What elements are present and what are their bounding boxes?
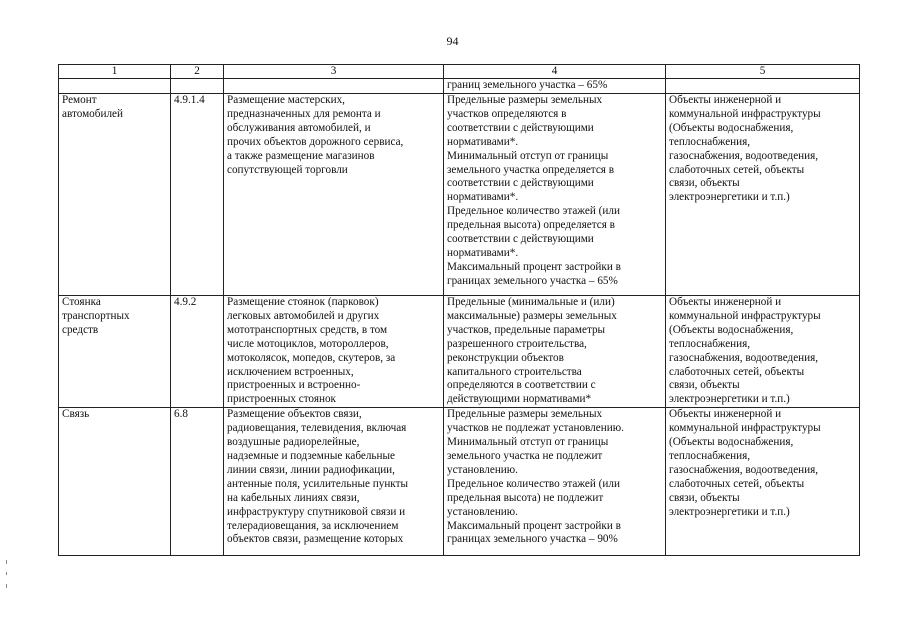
column-number: 1 bbox=[59, 65, 171, 79]
column-number: 5 bbox=[666, 65, 860, 79]
use-code-cell: 4.9.1.4 bbox=[171, 94, 224, 296]
continuation-cell bbox=[59, 79, 171, 94]
parameters-cell: Предельные размеры земельных участков не подлежат установлению. Минимальный отступ от границы земельного участка не подлежит установлению. Предельное количество этажей (или предельная высота) не подлежит установлению. Максимальный процент застройки в границах земельного участка – 90% bbox=[444, 408, 666, 556]
objects-cell: Объекты инженерной и коммунальной инфраструктуры (Объекты водоснабжения, теплоснабжения, газоснабжения, водоотведения, слаботочных сетей, объекты связи, объекты электроэнергетики и т.п.) bbox=[666, 408, 860, 556]
continuation-cell bbox=[666, 79, 860, 94]
use-name-cell: Ремонт автомобилей bbox=[59, 94, 171, 296]
column-number: 4 bbox=[444, 65, 666, 79]
zoning-table bbox=[58, 64, 860, 556]
table-row bbox=[59, 94, 860, 296]
objects-cell: Объекты инженерной и коммунальной инфраструктуры (Объекты водоснабжения, теплоснабжения, газоснабжения, водоотведения, слаботочных сетей, объекты связи, объекты электроэнергетики и т.п.) bbox=[666, 94, 860, 296]
use-name-cell: Стоянка транспортных средств bbox=[59, 296, 171, 408]
table-row bbox=[59, 408, 860, 556]
use-description-cell: Размещение объектов связи, радиовещания, телевидения, включая воздушные радиорелейные, надземные и подземные кабельные линии связи, линии радиофикации, антенные поля, усилительные пункты на кабельных линиях связи, инфраструктуру спутниковой связи и телерадиовещания, за исключением объектов связи, размещение которых bbox=[224, 408, 444, 556]
column-number-header bbox=[59, 65, 860, 79]
objects-cell: Объекты инженерной и коммунальной инфраструктуры (Объекты водоснабжения, теплоснабжения, газоснабжения, водоотведения, слаботочных сетей, объекты связи, объекты электроэнергетики и т.п.) bbox=[666, 296, 860, 408]
column-number: 2 bbox=[171, 65, 224, 79]
scan-margin-mark bbox=[6, 584, 7, 588]
use-code-cell: 6.8 bbox=[171, 408, 224, 556]
continuation-cell: границ земельного участка – 65% bbox=[444, 79, 666, 94]
use-code-cell: 4.9.2 bbox=[171, 296, 224, 408]
continuation-cell bbox=[224, 79, 444, 94]
continuation-cell bbox=[171, 79, 224, 94]
parameters-cell: Предельные (минимальные и (или) максимальные) размеры земельных участков, предельные параметры разрешенного строительства, реконструкции объектов капитального строительства определяются в соответствии с действующими нормативами* bbox=[444, 296, 666, 408]
scan-margin-mark bbox=[6, 572, 7, 575]
scan-margin-mark bbox=[6, 560, 7, 564]
page-number: 94 bbox=[446, 34, 459, 48]
continuation-row bbox=[59, 79, 860, 94]
use-description-cell: Размещение стоянок (парковок) легковых автомобилей и других мототранспортных средств, в том числе мотоциклов, мотороллеров, мотоколясок, мопедов, скутеров, за исключением встроенных, пристроенных и встроенно- пристроенных стоянок bbox=[224, 296, 444, 408]
use-description-cell: Размещение мастерских, предназначенных для ремонта и обслуживания автомобилей, и прочих объектов дорожного сервиса, а также размещение магазинов сопутствующей торговли bbox=[224, 94, 444, 296]
parameters-cell: Предельные размеры земельных участков определяются в соответствии с действующими нормативами*. Минимальный отступ от границы земельного участка определяется в соответствии с действующими нормативами*. Предельное количество этажей (или предельная высота) определяется в соответствии с действующими нормативами*. Максимальный процент застройки в границах земельного участка – 65% bbox=[444, 94, 666, 296]
table-row bbox=[59, 296, 860, 408]
column-number: 3 bbox=[224, 65, 444, 79]
use-name-cell: Связь bbox=[59, 408, 171, 556]
